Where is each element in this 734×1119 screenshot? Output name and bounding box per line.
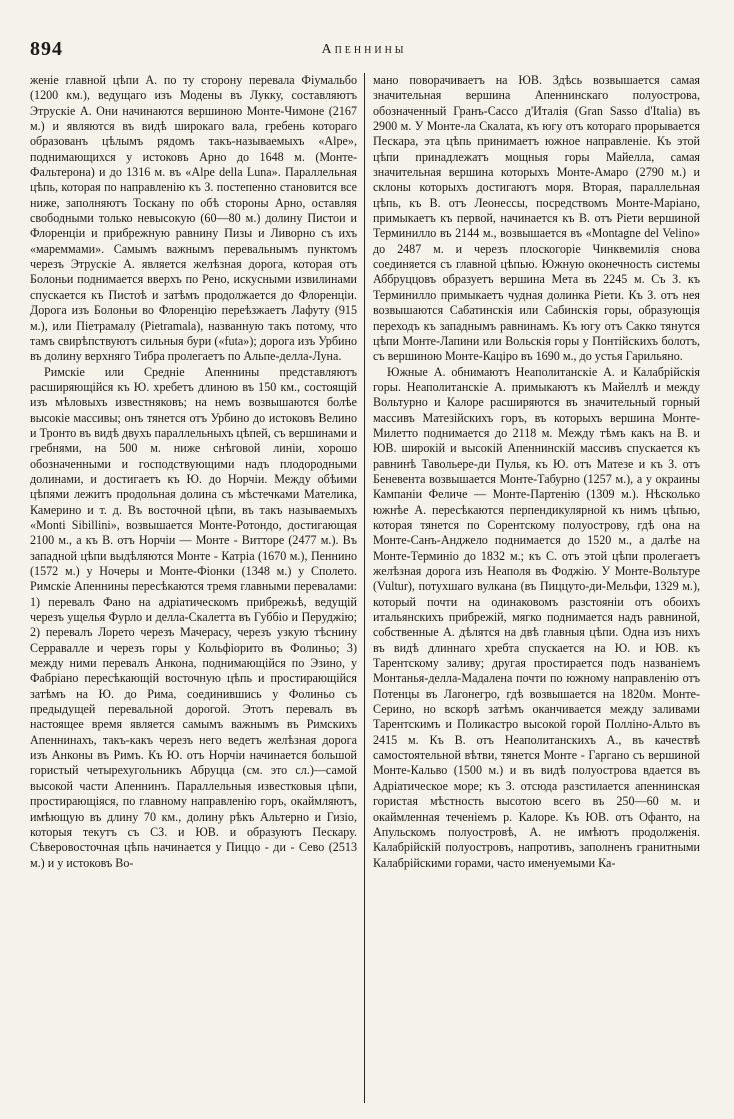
paragraph: Римскіе или Средніе Апеннины представляютъ расширяющійся къ Ю. хребетъ длиною въ 150 км., состоящій изъ мѣловыхъ известняковъ; на немъ возвышаются болѣе высокіе массивы; онъ тянется отъ Урбино до истоковъ Велино и Тронто въ видѣ двухъ параллельныхъ цѣпей, съ вершинами и гребнями, на 500 м. ниже снѣговой линіи, хорошо обозначенными и господствующими надъ плодородными долинами, и достигаетъ къ Ю. до Норчіи. Между обѣими цѣпями лежитъ продольная долина съ мѣстечками Мателика, Камерино и т. д. Въ восточной цѣпи, въ такъ называемыхъ «Monti Sibillini», возвышается Монте-Ротондо, достигающая 2100 м., а къ В. отъ Норчіи — Монте - Витторе (2477 м.). Въ западной цѣпи выдѣляются Монте - Катріа (1670 м.), Пеннино (1572 м.) у Ночеры и Монте-Фіонки (1348 м.) у Сполето. Римскіе Апеннины пересѣкаются тремя главными перевалами: 1) перевалъ Фано на адріатическомъ прибрежьѣ, ведущій черезъ ущелья Фурло и делла-Скалетта въ Губбіо и Перуджію; 2) перевалъ Лорето черезъ Мачерасу, черезъ узкую тѣснину Серравалле и черезъ горы у Кольфіорито въ Фолиньо; 3) между ними перевалъ Анкона, поднимающійся по Эзино, у Фабріано пересѣкающій восточную цѣпь и простирающійся затѣмъ на Ю. до Рима, соединившись у Фолиньо съ предыдущей перевальной дорогой. Этотъ перевалъ въ настоящее время является самымъ важнымъ въ Римскихъ Апеннинахъ, такъ-какъ черезъ него ведетъ желѣзная дорога изъ Анконы въ Римъ. Къ Ю. отъ Норчіи начинается большой гористый четырехугольникъ Абруцца (см. это сл.)—самой высокой части Апеннинъ. Параллельныя известковыя цѣпи, простирающіяся, по главному направленію горъ, окаймляютъ, имѣющую въ длину 70 км., долину рѣкъ Альтерно и Гизіо, которыя текутъ съ СЗ. и ЮВ. и образуютъ Пескару. Сѣверовосточная цѣпь начинается у Пиццо - ди - Сево (2513 м.) и у истоковъ Во-	[30, 364, 357, 870]
page-number: 894	[30, 38, 63, 60]
column-divider	[364, 73, 365, 1103]
page-header	[30, 38, 698, 66]
right-column	[373, 73, 700, 1107]
left-column	[30, 73, 357, 1107]
paragraph: женіе главной цѣпи А. по ту сторону перевала Фіумальбо (1200 км.), ведущаго изъ Модены въ Лукку, составляютъ Этрускіе А. Они начинаются вершиною Монте-Чимоне (2167 м.) и являются въ видѣ широкаго вала, гребень котораго образованъ цѣлымъ рядомъ такъ-называемыхъ «Alpe», поднимающихся у истоковъ Арно до 1648 м. (Монте-Фальтерона) и до 1316 м. въ «Alpe della Luna». Параллельная цѣпь, которая по направленію къ З. постепенно становится все ниже, заполняютъ Тоскану по обѣ стороны Арно, оставляя свободными только невысокую (60—80 м.) долину Пистои и Флоренціи и прибрежную равнину Пизы и Ливорно съ ихъ «мареммами». Самымъ важнымъ перевальнымъ пунктомъ черезъ Этрускіе А. является желѣзная дорога, которая отъ Болоньи поднимается вверхъ по Рено, искусными извилинами спускается къ Пистоѣ и затѣмъ продолжается до Флоренціи. Дорога изъ Болоньи во Флоренцію переѣзжаетъ Лафуту (915 м.), или Піетрамалу (Pietramala), названную такъ потому, что тамъ свирѣпствуютъ сильныя бури («futa»); дорога изъ Урбино въ долину верхняго Тибра пролегаетъ по Альпе-делла-Луна.	[30, 73, 357, 364]
running-title: Апеннины	[321, 42, 407, 57]
paragraph: Южные А. обнимаютъ Неаполитанскіе А. и Калабрійскія горы. Неаполитанскіе А. примыкаютъ къ Майеллѣ и между Вольтурно и Калоре расширяются въ значительный горный массивъ Матезійскихъ горъ, въ которыхъ вершина Монте-Милетто поднимается до 2118 м. Между тѣмъ какъ на В. и ЮВ. широкій и высокій Апеннинскій массивъ спускается къ равнинѣ Тавольере-ди Пулья, къ Ю. отъ Матезе и къ З. отъ Беневента возвышается Монте-Табурно (1257 м.), а у окраины Кампаніи Феличе — Монте-Партенію (1309 м.). Нѣсколько южнѣе А. пересѣкаются перпендикулярной къ нимъ цѣпью, которая тянется по Сорентскому полуострову, гдѣ она на Монте-Санъ-Анджело поднимается до 1520 м., а далѣе на Монте-Терминіо до 1832 м.; къ С. отъ этой цѣпи пролегаетъ желѣзная дорога изъ Неаполя въ Фоджію. У Монте-Вольтуре (Vultur), потухшаго вулкана (въ Пиццуто-ди-Мельфи, 1329 м.), который почти на одинаковомъ разстояніи отъ обоихъ итальянскихъ прибрежій, мягко поднимается надъ равниной, собственные А. дѣлятся на двѣ главныя цѣпи. Одна изъ нихъ въ видѣ длиннаго хребта спускается на Ю. и ЮВ. къ Тарентскому заливу; другая простирается подъ названіемъ Монтанья-делла-Мадалена почти по южному направленію отъ Потенцы въ Лагонегро, гдѣ возвышается на 1820м. Монте-Серино, но вскорѣ затѣмъ оканчивается между заливами Тарентскимъ и Поликастро высокой горой Полліно-Альто въ 2415 м. Къ В. отъ Неаполитанскихъ А., въ качествѣ самостоятельной вѣтви, тянется Монте - Гаргано съ вершиной Монте-Кальво (1500 м.) и въ видѣ полуострова вдается въ Адріатическое море; къ З. отсюда разстилается апеннинская гористая мѣстность высотою всего въ 250—60 м. и окаймленная теченіемъ р. Калоре. Къ ЮВ. отъ Офанто, на Апульскомъ полуостровѣ, А. не имѣютъ продолженія. Калабрійскій полуостровъ, напротивъ, заполненъ гранитными Калабрійскими горами, часто именуемыми Ка-	[373, 364, 700, 870]
paragraph: мано поворачиваетъ на ЮВ. Здѣсь возвышается самая значительная вершина Апеннинскаго полуострова, обозначенный Гранъ-Сассо д'Италія (Gran Sasso d'Italia) въ 2900 м. У Монте-ла Скалата, къ югу отъ котораго прорывается Пескара, эта цѣпь принимаетъ южное направленіе. Къ этой цѣпи принадлежатъ мощныя горы Майелла, самая значительная вершина которыхъ Монте-Амаро (2790 м.) и склоны которыхъ достигаютъ моря. Вторая, параллельная цѣпь, къ В. отъ Леонессы, посредствомъ Монте-Маріано, примыкаетъ къ первой, начинается къ В. отъ Ріети вершиной Терминилло въ 2144 м., возвышается въ «Montagne del Velino» до 2487 м. и черезъ плоскогоріе Чинквемилія снова соединяется съ главной цѣпью. Южную оконечность системы Аббруццовъ образуетъ вершина Мета въ 2245 м. Съ З. къ Терминилло примыкаетъ чудная долинка Ріети. Къ З. отъ нея возвышаются Сабатинскія или Сабинскія горы, образующія переходъ къ западнымъ равнинамъ. Къ югу отъ Сакко тянутся цѣпи Монте-Лапини или Вольскія горы у Понтійскихъ болотъ, съ вершиною Монте-Каціро въ 1690 м., до устья Гарильяно.	[373, 73, 700, 364]
